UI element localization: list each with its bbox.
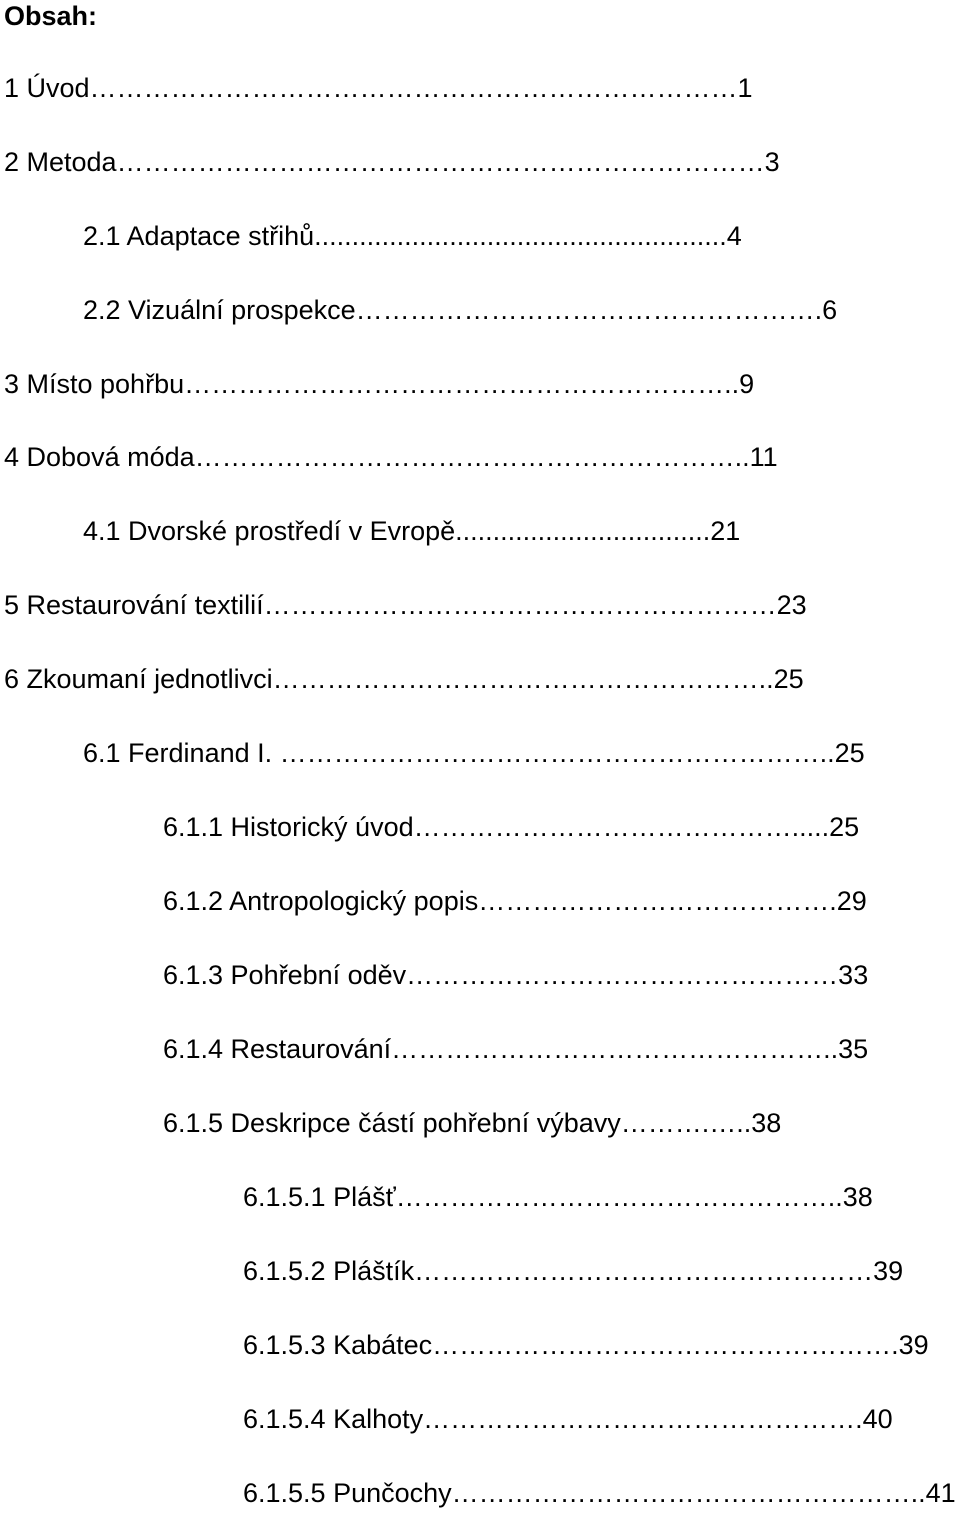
toc-entry-2-1: 2.1 Adaptace střihů.......................................................4 bbox=[83, 221, 742, 251]
toc-entry-2: 2 Metoda………………………………………………………………3 bbox=[4, 147, 780, 177]
toc-entry-6-1-5-4: 6.1.5.4 Kalhoty………………………………………….40 bbox=[243, 1404, 893, 1434]
toc-entry-6-1-1: 6.1.1 Historický úvod…………………………………….....25 bbox=[163, 812, 860, 842]
toc-entry-4: 4 Dobová móda……………………………………………………..11 bbox=[4, 442, 778, 472]
toc-entry-6-1-5-2: 6.1.5.2 Pláštík……………………………………………39 bbox=[243, 1256, 904, 1286]
toc-entry-5: 5 Restaurování textilií…………………………………………………23 bbox=[4, 590, 807, 620]
toc-entry-6-1-5-1: 6.1.5.1 Plášť…………………………………………..38 bbox=[243, 1182, 873, 1212]
toc-entry-6-1: 6.1 Ferdinand I. ……………………………………………………..25 bbox=[83, 738, 865, 768]
toc-heading: Obsah: bbox=[4, 1, 98, 31]
toc-entry-6-1-4: 6.1.4 Restaurování…………………………………………..35 bbox=[163, 1034, 869, 1064]
toc-entry-3: 3 Místo pohřbu……………………………………………………..9 bbox=[4, 369, 755, 399]
toc-entry-6-1-5-5: 6.1.5.5 Punčochy……………………………………………..41 bbox=[243, 1478, 956, 1508]
toc-entry-6-1-5-3: 6.1.5.3 Kabátec…………………………………………….39 bbox=[243, 1330, 929, 1360]
toc-entry-6-1-2: 6.1.2 Antropologický popis………………………………….29 bbox=[163, 886, 867, 916]
toc-entry-2-2: 2.2 Vizuální prospekce…………………………………………….6 bbox=[83, 295, 838, 325]
toc-entry-6-1-5: 6.1.5 Deskripce částí pohřební výbavy……….…..38 bbox=[163, 1108, 782, 1138]
toc-entry-4-1: 4.1 Dvorské prostředí v Evropě..................................21 bbox=[83, 516, 741, 546]
toc-entry-1: 1 Úvod………………………………………………………………1 bbox=[4, 73, 753, 103]
toc-entry-6: 6 Zkoumaní jednotlivci………………………………………………..25 bbox=[4, 664, 804, 694]
toc-entry-6-1-3: 6.1.3 Pohřební oděv…………………………………………33 bbox=[163, 960, 869, 990]
